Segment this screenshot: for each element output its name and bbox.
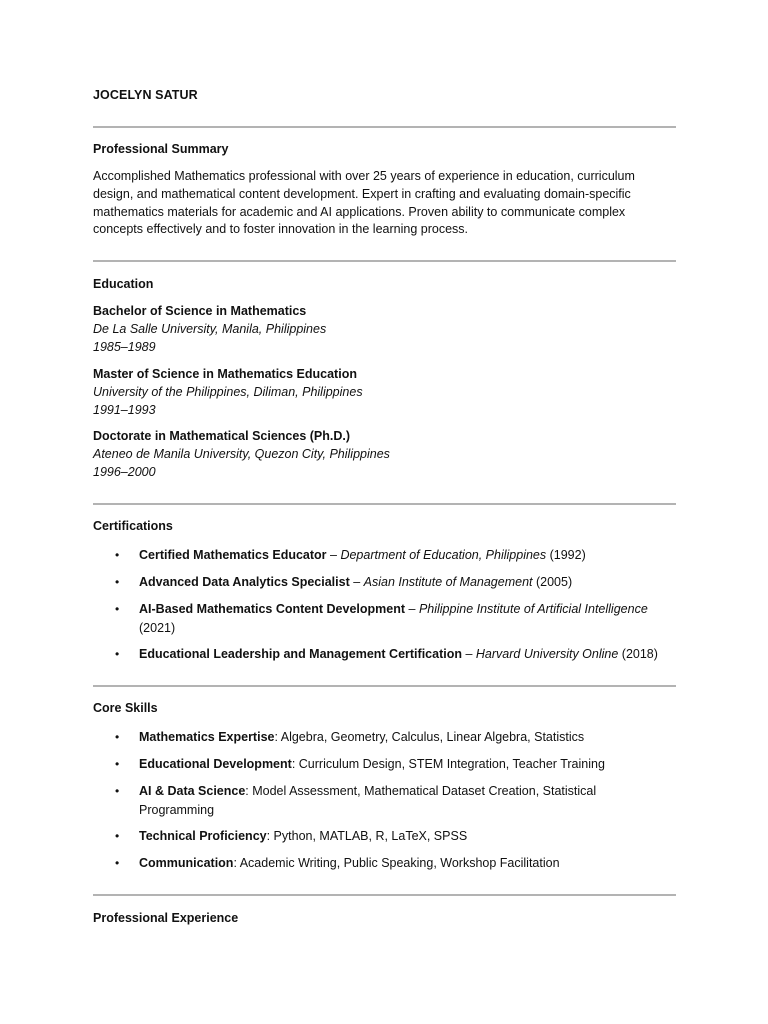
- education-entry: [93, 303, 326, 356]
- bullet-icon: •: [115, 757, 120, 771]
- school-name: Ateneo de Manila University, Quezon City, Philippines: [93, 446, 390, 461]
- degree-title: Master of Science in Mathematics Education: [93, 367, 357, 381]
- certification-name: Advanced Data Analytics Specialist: [139, 575, 350, 589]
- candidate-name: JOCELYN SATUR: [93, 88, 198, 102]
- certification-name: Certified Mathematics Educator: [139, 548, 327, 562]
- bullet-icon: •: [115, 602, 120, 616]
- skill-item: [93, 728, 676, 747]
- skill-values: : Model Assessment, Mathematical Dataset Creation, Statistical Programming: [139, 784, 597, 817]
- section-divider: [93, 260, 676, 262]
- school-name: University of the Philippines, Diliman, Philippines: [93, 384, 363, 399]
- degree-title: Doctorate in Mathematical Sciences (Ph.D.): [93, 429, 351, 443]
- section-divider: [93, 685, 676, 687]
- certification-issuer: Harvard University Online: [475, 647, 619, 661]
- skill-category: Communication: [139, 856, 234, 870]
- certification-issuer: Philippine Institute of Artificial Intelligence: [418, 602, 648, 616]
- separator: –: [461, 647, 476, 661]
- education-entry: [93, 366, 363, 419]
- skill-item: [93, 827, 676, 846]
- degree-years: 1991–1993: [93, 402, 156, 417]
- certification-year: (2005): [532, 575, 573, 589]
- certification-item: [93, 600, 676, 637]
- bullet-icon: •: [115, 856, 120, 870]
- section-title-certifications: Certifications: [93, 519, 173, 533]
- skill-category: Educational Development: [139, 757, 292, 771]
- bullet-icon: •: [115, 575, 120, 589]
- certification-item: [93, 573, 676, 592]
- bullet-icon: •: [115, 730, 120, 744]
- skill-item: [93, 782, 676, 819]
- section-title-skills: Core Skills: [93, 701, 158, 715]
- section-title-education: Education: [93, 277, 154, 291]
- skill-item: [93, 755, 676, 774]
- skill-category: AI & Data Science: [139, 784, 246, 798]
- certification-issuer: Department of Education, Philippines: [340, 548, 547, 562]
- section-divider: [93, 894, 676, 896]
- separator: –: [349, 575, 364, 589]
- degree-title: Bachelor of Science in Mathematics: [93, 304, 307, 318]
- certification-year: (1992): [546, 548, 586, 562]
- certification-item: [93, 645, 676, 664]
- certification-year: (2021): [139, 620, 176, 635]
- certification-year: (2018): [618, 647, 658, 661]
- separator: –: [405, 602, 419, 616]
- skill-category: Mathematics Expertise: [139, 730, 275, 744]
- skill-category: Technical Proficiency: [139, 829, 267, 843]
- skill-values: : Python, MATLAB, R, LaTeX, SPSS: [266, 829, 468, 843]
- certification-issuer: Asian Institute of Management: [363, 575, 533, 589]
- school-name: De La Salle University, Manila, Philippines: [93, 321, 327, 336]
- education-entry: [93, 428, 390, 481]
- bullet-icon: •: [115, 784, 120, 798]
- skill-values: : Academic Writing, Public Speaking, Workshop Facilitation: [233, 856, 560, 870]
- bullet-icon: •: [115, 829, 120, 843]
- certification-name: AI-Based Mathematics Content Development: [139, 602, 406, 616]
- skill-values: : Algebra, Geometry, Calculus, Linear Algebra, Statistics: [274, 730, 585, 744]
- certification-item: [93, 546, 676, 565]
- bullet-icon: •: [115, 548, 120, 562]
- bullet-icon: •: [115, 647, 120, 661]
- summary-text: Accomplished Mathematics professional with over 25 years of experience in education, curriculum design, and mathematical content development. Expert in crafting and evaluating domain-specific mathematics materials for academic and AI applications. Proven ability to communicate complex concepts effectively and to foster innovation in the learning process.: [93, 169, 635, 237]
- degree-years: 1985–1989: [93, 339, 156, 354]
- section-divider: [93, 126, 676, 128]
- skill-item: [93, 854, 676, 873]
- skill-values: : Curriculum Design, STEM Integration, Teacher Training: [291, 757, 605, 771]
- certification-name: Educational Leadership and Management Certification: [139, 647, 462, 661]
- degree-years: 1996–2000: [93, 464, 156, 479]
- separator: –: [326, 548, 341, 562]
- section-divider: [93, 503, 676, 505]
- section-title-experience: Professional Experience: [93, 911, 239, 925]
- section-title-summary: Professional Summary: [93, 142, 229, 156]
